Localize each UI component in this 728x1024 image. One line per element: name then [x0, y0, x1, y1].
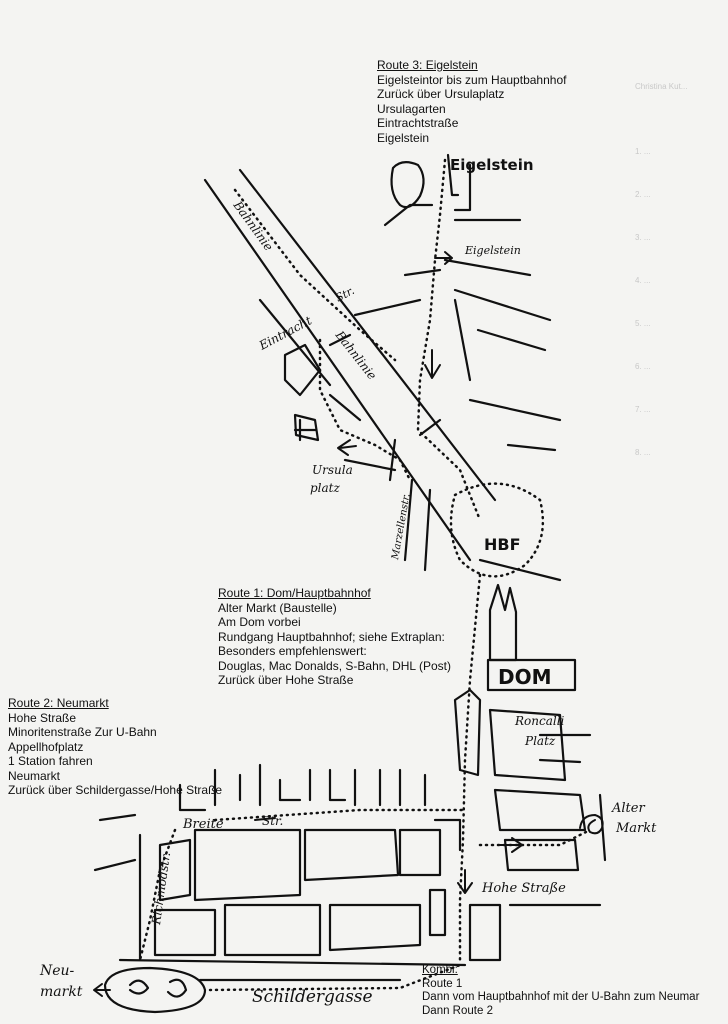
- faint-line: 3. ...: [635, 233, 651, 242]
- route2-block: [8, 696, 222, 798]
- alter-markt-path: [480, 830, 590, 845]
- label-richmodstr: Richmodstr.: [149, 851, 174, 926]
- route2-line: Hohe Straße: [8, 710, 77, 725]
- route2-line: Appellhofplatz: [8, 739, 84, 754]
- route3-line: Eigelsteintor bis zum Hauptbahnhof: [377, 72, 567, 87]
- kombi-line: Route 1: [422, 977, 463, 990]
- breite-path: [215, 810, 465, 820]
- label-breite-str: Str.: [262, 814, 284, 828]
- label-eigelstein-top: Eigelstein: [450, 156, 534, 174]
- route1-block: [218, 586, 451, 688]
- route2-line: Minoritenstraße Zur U-Bahn: [8, 725, 157, 739]
- kombi-line: Dann Route 2: [422, 1004, 493, 1017]
- faint-line: 1. ...: [635, 147, 651, 156]
- route3-path: [418, 160, 480, 520]
- route2-line: 1 Station fahren: [8, 754, 93, 768]
- label-neu: Neu-: [40, 963, 75, 979]
- ursula-path: [235, 190, 395, 360]
- label-eigelstein-street: Eigelstein: [465, 244, 521, 257]
- neumarkt-oval: [105, 968, 205, 1012]
- route3-line: Eintrachtstraße: [377, 116, 459, 130]
- label-breite: Breite: [183, 817, 224, 832]
- label-marzellenstr: Marzellenstr.: [390, 492, 413, 561]
- route2-heading: Route 2: Neumarkt: [8, 696, 109, 710]
- label-ursula: Ursula: [312, 463, 353, 477]
- label-roncalli-platz: Platz: [525, 734, 556, 748]
- route1-line: Alter Markt (Baustelle): [218, 600, 337, 615]
- label-hohe-strasse: Hohe Straße: [482, 881, 566, 896]
- label-dom: DOM: [498, 665, 552, 689]
- faint-header: Christina Kut...: [635, 82, 688, 91]
- label-hbf: HBF: [484, 535, 521, 554]
- faint-line: 8. ...: [635, 448, 651, 457]
- eigelstein-pond: [392, 162, 424, 207]
- label-platz: platz: [310, 481, 340, 495]
- label-schildergasse: Schildergasse: [252, 987, 373, 1007]
- label-eintracht: Eintracht: [256, 313, 315, 353]
- label-roncalli: Roncalli: [515, 714, 565, 728]
- route1-line: Douglas, Mac Donalds, S-Bahn, DHL (Post): [218, 658, 451, 673]
- route3-heading: Route 3: Eigelstein: [377, 58, 478, 72]
- faint-line: 5. ...: [635, 319, 651, 328]
- faint-line: 7. ...: [635, 405, 651, 414]
- route3-line: Eigelstein: [377, 130, 430, 145]
- route3-line: Zurück über Ursulaplatz: [377, 87, 505, 101]
- label-neumarkt: markt: [40, 984, 83, 1000]
- route1-line: Zurück über Hohe Straße: [218, 673, 354, 687]
- kombi-line: Dann vom Hauptbahnhof mit der U-Bahn zum Neumar: [422, 991, 700, 1003]
- route3-block: [377, 58, 566, 145]
- label-alter: Alter: [612, 801, 645, 816]
- faint-line: 4. ...: [635, 276, 651, 285]
- route2-line: Neumarkt: [8, 768, 61, 783]
- dom-building: [490, 585, 516, 660]
- faint-background-text: [635, 82, 725, 92]
- faint-line: 6. ...: [635, 362, 651, 371]
- hbf-loop: [451, 484, 543, 577]
- route1-path: [460, 575, 480, 960]
- route1-heading: Route 1: Dom/Hauptbahnhof: [218, 586, 371, 600]
- route1-line: Besonders empfehlenswert:: [218, 644, 367, 658]
- label-bahnlinie-2: Bahnlinie: [332, 328, 380, 383]
- route3-line: Ursulagarten: [377, 101, 446, 116]
- label-markt: Markt: [616, 821, 657, 836]
- kombi-heading: Kombi:: [422, 964, 458, 976]
- label-bahnlinie-1: Bahnlinie: [230, 198, 276, 254]
- route2-line: Zurück über Schildergasse/Hohe Straße: [8, 783, 223, 797]
- route1-line: Am Dom vorbei: [218, 615, 301, 629]
- kombi-block: [422, 964, 699, 1018]
- route1-line: Rundgang Hauptbahnhof; siehe Extraplan:: [218, 629, 445, 644]
- faint-line: 2. ...: [635, 190, 651, 199]
- label-str: Str.: [333, 284, 357, 305]
- faint-list: [635, 130, 725, 474]
